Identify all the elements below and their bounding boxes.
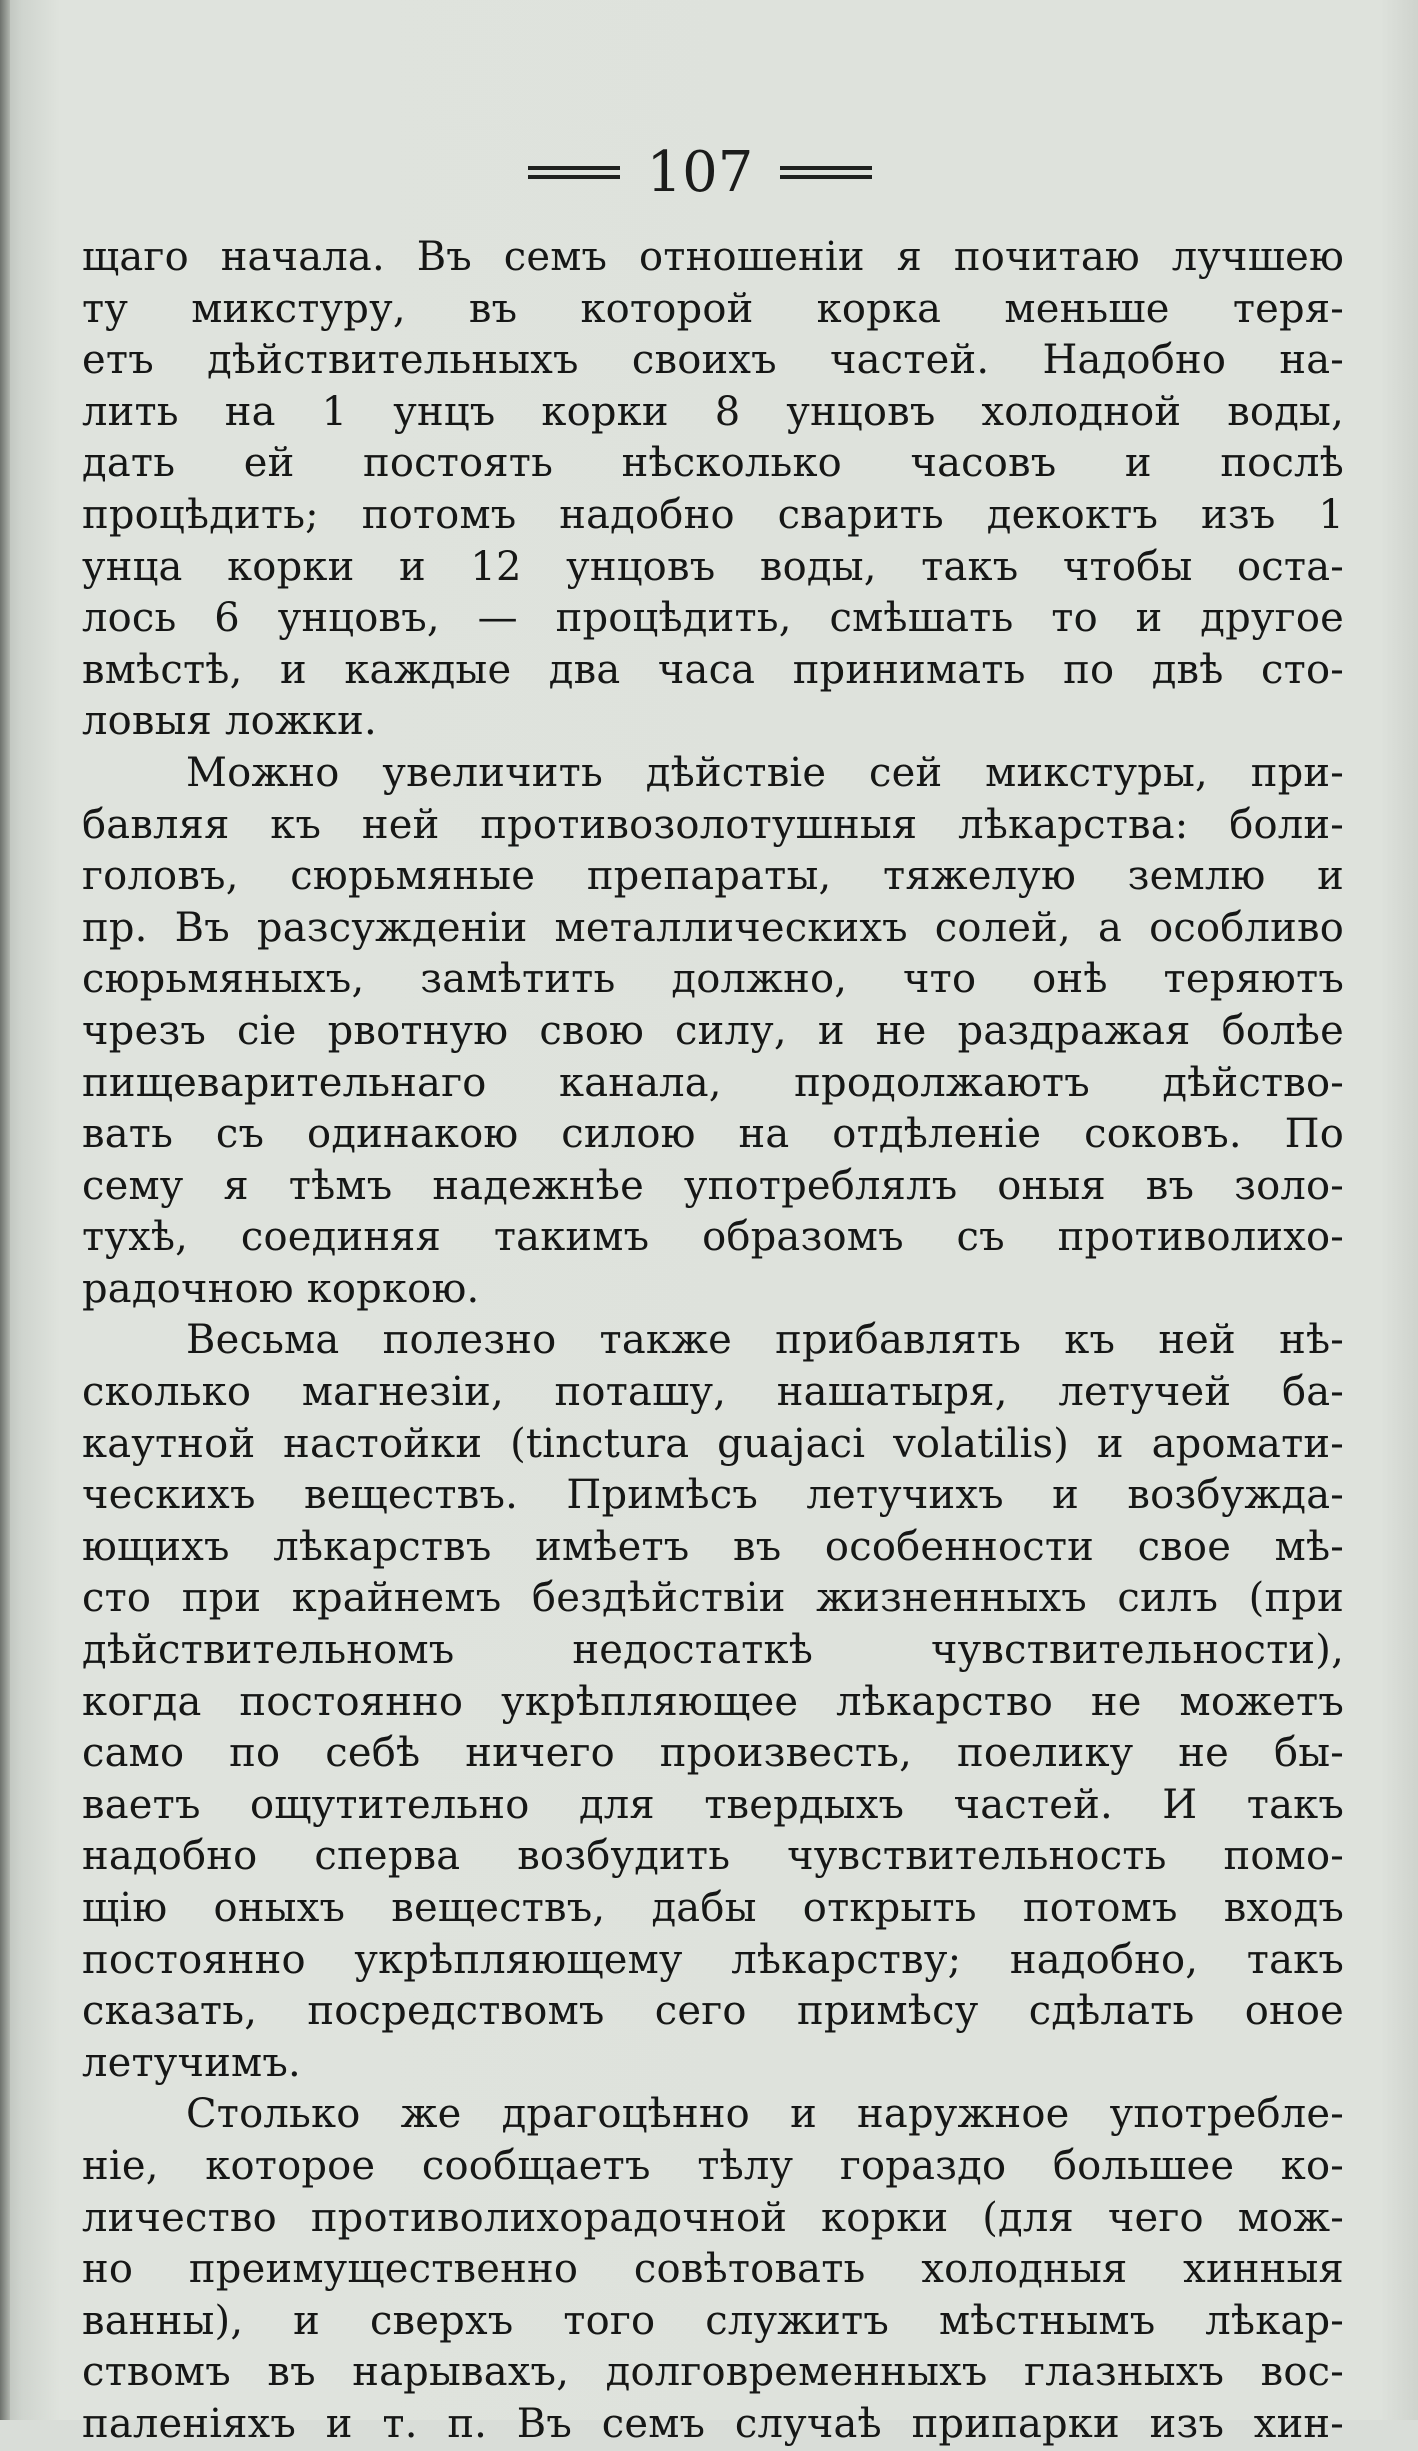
text-line: ствомъ въ нарывахъ, долговременныхъ глазныхъ вос- [82, 2349, 1344, 2396]
text-line: пищеварительнаго канала, продолжаютъ дѣйство- [82, 1059, 1344, 1106]
paragraph-2 [82, 748, 1344, 1316]
text-line: сто при крайнемъ бездѣйствіи жизненныхъ силъ (при [82, 1575, 1344, 1622]
page-header [0, 138, 1418, 208]
text-line: постоянно укрѣпляющему лѣкарству; надобно, такъ [82, 1936, 1344, 1983]
text-line: ловыя ложки. [82, 698, 377, 745]
paragraph-1 [82, 232, 1344, 748]
text-line: радочною коркою. [82, 1265, 480, 1312]
page-binding-shadow [0, 0, 10, 2420]
text-line: щію оныхъ веществъ, дабы открыть потомъ входъ [82, 1885, 1344, 1931]
left-ornamental-rule [528, 166, 620, 180]
text-line: ніе, которое сообщаетъ тѣлу гораздо большее ко- [82, 2142, 1344, 2189]
text-line: тухѣ, соединяя такимъ образомъ съ противолихо- [82, 1214, 1344, 1261]
text-line: етъ дѣйствительныхъ своихъ частей. Надобно на- [82, 337, 1344, 384]
text-line: сколько магнезіи, поташу, нашатыря, летучей ба- [82, 1369, 1344, 1416]
text-line: бавляя къ ней противозолотушныя лѣкарства: боли- [82, 801, 1344, 848]
text-line: вмѣстѣ, и каждые два часа принимать по двѣ сто- [82, 646, 1344, 693]
text-line: но преимущественно совѣтовать холодныя хинныя [82, 2246, 1344, 2293]
text-line: дать ей постоять нѣсколько часовъ и послѣ [82, 440, 1344, 487]
body-text [82, 232, 1344, 2451]
text-line: сказать, посредствомъ сего примѣсу сдѣлать оное [82, 1988, 1344, 2035]
text-line: ту микстуру, въ которой корка меньше теря- [82, 285, 1344, 332]
text-line: пр. Въ разсужденіи металлическихъ солей, а особливо [82, 904, 1344, 951]
text-line: ваетъ ощутительно для твердыхъ частей. И такъ [82, 1781, 1344, 1828]
right-ornamental-rule [780, 166, 872, 180]
text-line: щаго начала. Въ семъ отношеніи я почитаю лучшею [82, 234, 1344, 280]
page-number: 107 [646, 140, 754, 205]
text-line: ванны), и сверхъ того служитъ мѣстнымъ лѣкар- [82, 2297, 1344, 2344]
text-line: дѣйствительномъ недостаткѣ чувствительности), [82, 1627, 1344, 1674]
text-line: когда постоянно укрѣпляющее лѣкарство не можетъ [82, 1678, 1344, 1725]
text-line: головъ, сюрьмяные препараты, тяжелую землю и [82, 853, 1344, 900]
text-line: ческихъ веществъ. Примѣсъ летучихъ и возбужда- [82, 1472, 1344, 1519]
text-line: само по себѣ ничего произвесть, поелику не бы- [82, 1730, 1344, 1777]
text-line: ющихъ лѣкарствъ имѣетъ въ особенности свое мѣ- [82, 1523, 1344, 1570]
text-line: Столько же драгоцѣнно и наружное употребле- [186, 2091, 1344, 2138]
text-line: процѣдить; потомъ надобно сварить декоктъ изъ 1 [82, 491, 1344, 538]
text-line: лось 6 унцовъ, — процѣдить, смѣшать то и другое [82, 595, 1344, 642]
text-line: лить на 1 унцъ корки 8 унцовъ холодной воды, [82, 388, 1344, 435]
text-line: вать съ одинакою силою на отдѣленіе соковъ. По [82, 1111, 1344, 1158]
text-line: надобно сперва возбудить чувствительность помо- [82, 1833, 1344, 1880]
text-line: Можно увеличить дѣйствіе сей микстуры, при- [186, 749, 1344, 796]
text-line: сюрьмяныхъ, замѣтить должно, что онѣ теряютъ [82, 956, 1344, 1003]
text-line: унца корки и 12 унцовъ воды, такъ чтобы оста- [82, 543, 1344, 590]
text-line: Весьма полезно также прибавлять къ ней нѣ- [186, 1317, 1344, 1364]
paragraph-4 [82, 2089, 1344, 2450]
text-line: чрезъ сіе рвотную свою силу, и не раздражая болѣе [82, 1007, 1344, 1054]
text-line: летучимъ. [82, 2039, 301, 2086]
text-line: каутной настойки (tinctura guajaci volatilis) и аромати- [82, 1420, 1344, 1467]
paragraph-3 [82, 1315, 1344, 2089]
text-line: паленіяхъ и т. п. Въ семъ случаѣ припарки изъ хин- [82, 2400, 1344, 2447]
text-line: сему я тѣмъ надежнѣе употреблялъ оныя въ золо- [82, 1162, 1344, 1209]
text-line: личество противолихорадочной корки (для чего мож- [82, 2194, 1344, 2241]
